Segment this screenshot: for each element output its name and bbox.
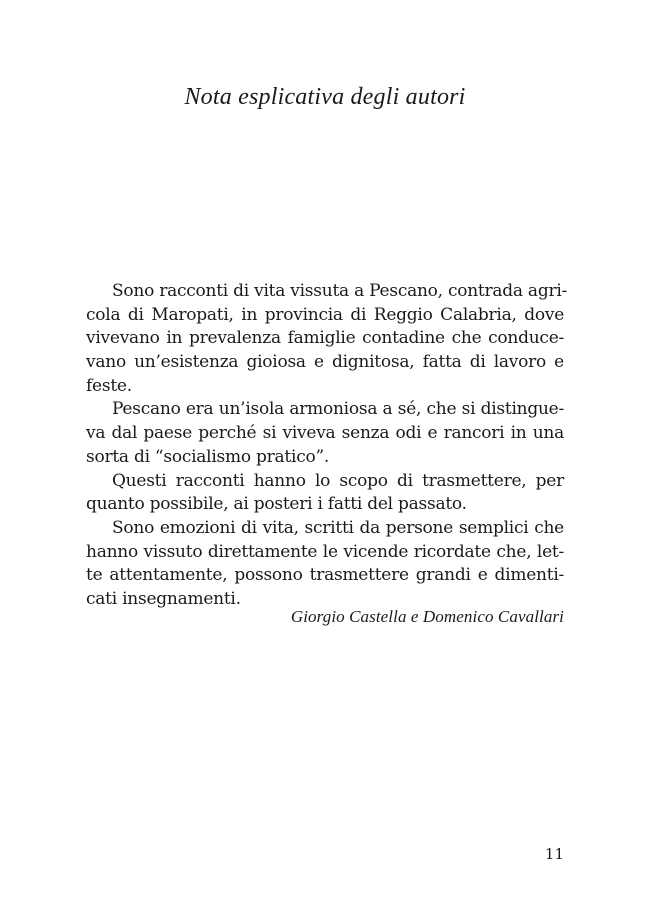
body-line: Pescano era un’isola armoniosa a sé, che si distingue- [112,399,564,420]
body-line: sorta di “socialismo pratico”. [86,446,330,467]
body-text [86,280,568,612]
body-line: cola di Maropati, in provincia di Reggio Calabria, dove [86,304,564,325]
body-line: feste. [86,375,132,396]
body-line: te attentamente, possono trasmettere grandi e dimenti- [86,565,564,586]
body-line: Sono racconti di vita vissuta a Pescano, contrada agri- [112,281,568,301]
authors-signature: Giorgio Castella e Domenico Cavallari [290,607,564,626]
page-number: 11 [544,845,564,863]
page-title: Nota esplicativa degli autori [184,84,466,110]
body-line: Sono emozioni di vita, scritti da persone semplici che [112,517,564,538]
body-line: vano un’esistenza gioiosa e dignitosa, fatta di lavoro e [86,352,564,373]
body-line: va dal paese perché si viveva senza odi e rancori in una [86,423,564,444]
body-line: cati insegnamenti. [86,588,241,609]
body-line: hanno vissuto direttamente le vicende ricordate che, let- [86,541,564,562]
body-line: Questi racconti hanno lo scopo di trasmettere, per [112,470,564,491]
body-line: vivevano in prevalenza famiglie contadine che conduce- [86,328,564,349]
body-line: quanto possibile, ai posteri i fatti del passato. [86,494,467,515]
